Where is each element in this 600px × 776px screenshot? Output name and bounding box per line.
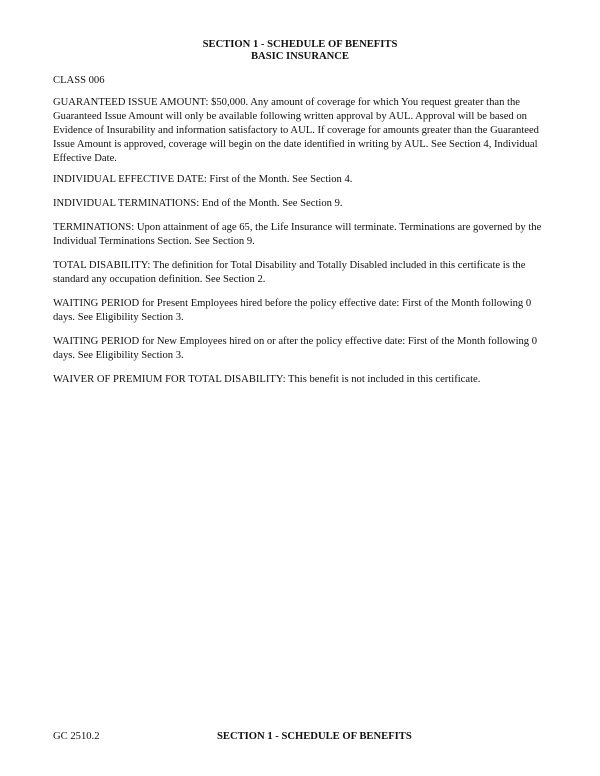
footer-section: SECTION 1 - SCHEDULE OF BENEFITS (217, 731, 412, 742)
paragraph-waiver-of-premium: WAIVER OF PREMIUM FOR TOTAL DISABILITY: This benefit is not included in this certificate. (53, 374, 481, 385)
paragraph-terminations: TERMINATIONS: Upon attainment of age 65, the Life Insurance will terminate. Terminations are governed by the Individual Terminations Section. See Section 9. (53, 222, 542, 247)
paragraph-guaranteed-issue: GUARANTEED ISSUE AMOUNT: $50,000. Any amount of coverage for which You request greater than the Guaranteed Issue Amount will only be available following written approval by AUL. Approval will be based on Evidence of Insurability and information satisfactory to AUL. If coverage for amounts greater than the Guaranteed Issue Amount is approved, coverage will begin on the date identified in writing by AUL. See Section 4, Individual Effective Date. (53, 97, 539, 164)
page-subtitle: BASIC INSURANCE (250, 51, 349, 62)
paragraph-individual-terminations: INDIVIDUAL TERMINATIONS: End of the Month. See Section 9. (53, 198, 343, 209)
footer-form-number: GC 2510.2 (53, 731, 100, 742)
class-label: CLASS 006 (53, 75, 105, 86)
paragraph-waiting-period-present: WAITING PERIOD for Present Employees hired before the policy effective date: First of the Month following 0 days. See Eligibility Section 3. (53, 298, 532, 323)
page-title: SECTION 1 - SCHEDULE OF BENEFITS (202, 39, 398, 50)
paragraph-total-disability: TOTAL DISABILITY: The definition for Total Disability and Totally Disabled included in this certificate is the standard any occupation definition. See Section 2. (53, 260, 526, 285)
paragraph-waiting-period-new: WAITING PERIOD for New Employees hired on or after the policy effective date: First of the Month following 0 days. See Eligibility Section 3. (53, 336, 538, 361)
paragraph-individual-effective-date: INDIVIDUAL EFFECTIVE DATE: First of the Month. See Section 4. (53, 174, 353, 185)
